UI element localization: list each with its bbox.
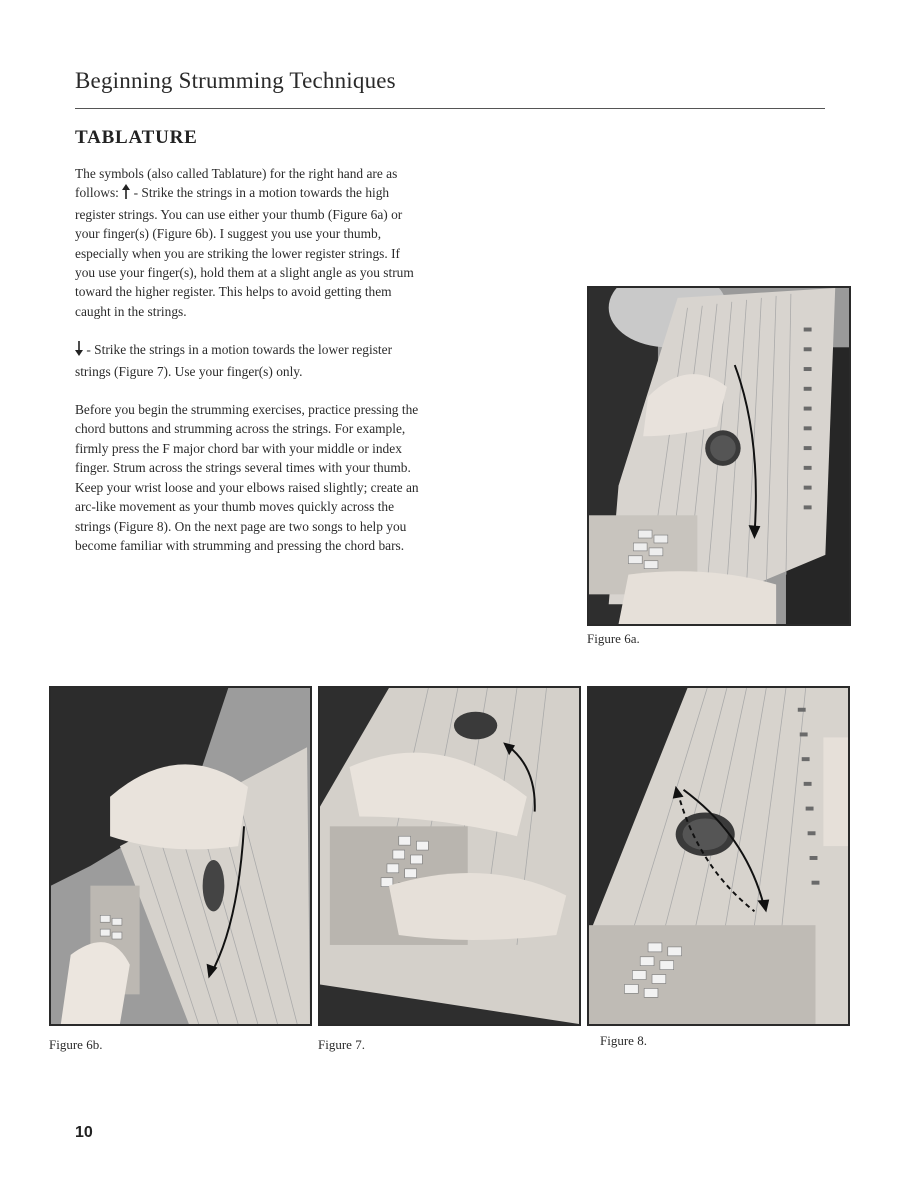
paragraph-text: - Strike the strings in a motion towards the high register strings. You can use either your thumb (Figure 6a) or your finger(s) (Figure 6b). I suggest you use your thumb, especially when you are striking the lower register strings. If you use your finger(s), hold them at a slight angle as you strum toward the higher register. This helps to avoid getting them caught in the strings. bbox=[75, 185, 414, 319]
figure-8-photo bbox=[587, 686, 850, 1026]
figure-7-photo bbox=[318, 686, 581, 1026]
figure-7-caption: Figure 7. bbox=[318, 1037, 365, 1052]
paragraph-text: The symbols (also called Tablature) for the right hand are as follows: bbox=[75, 166, 398, 201]
figure-6b-caption: Figure 6b. bbox=[49, 1037, 103, 1052]
down-strum-arrow-icon bbox=[75, 341, 83, 361]
figure-6a-caption: Figure 6a. bbox=[587, 631, 640, 646]
title-divider bbox=[75, 108, 825, 109]
paragraph-practice: Before you begin the strumming exercises, practice pressing the chord buttons and strumming across the strings. For example, firmly press the F major chord bar with your middle or index finger. Strum across the strings several times with your thumb. Keep your wrist loose and your elbows raised slightly; create an arc-like movement as your thumb moves quickly across the strings (Figure 8). On the next page are two songs to help you become familiar with strumming and pressing the chord bars. bbox=[75, 402, 419, 553]
body-text bbox=[75, 164, 420, 574]
section-heading: TABLATURE bbox=[75, 127, 198, 148]
page-title: Beginning Strumming Techniques bbox=[75, 68, 396, 93]
paragraph-tablature-up bbox=[75, 164, 420, 321]
paragraph-tablature-down bbox=[75, 340, 420, 381]
page-number: 10 bbox=[75, 1124, 93, 1141]
paragraph-text: - Strike the strings in a motion towards the lower register strings (Figure 7). Use your finger(s) only. bbox=[75, 342, 393, 379]
figure-8-caption: Figure 8. bbox=[600, 1033, 647, 1048]
figure-6b-photo bbox=[49, 686, 312, 1026]
figure-6a-photo bbox=[587, 286, 851, 626]
